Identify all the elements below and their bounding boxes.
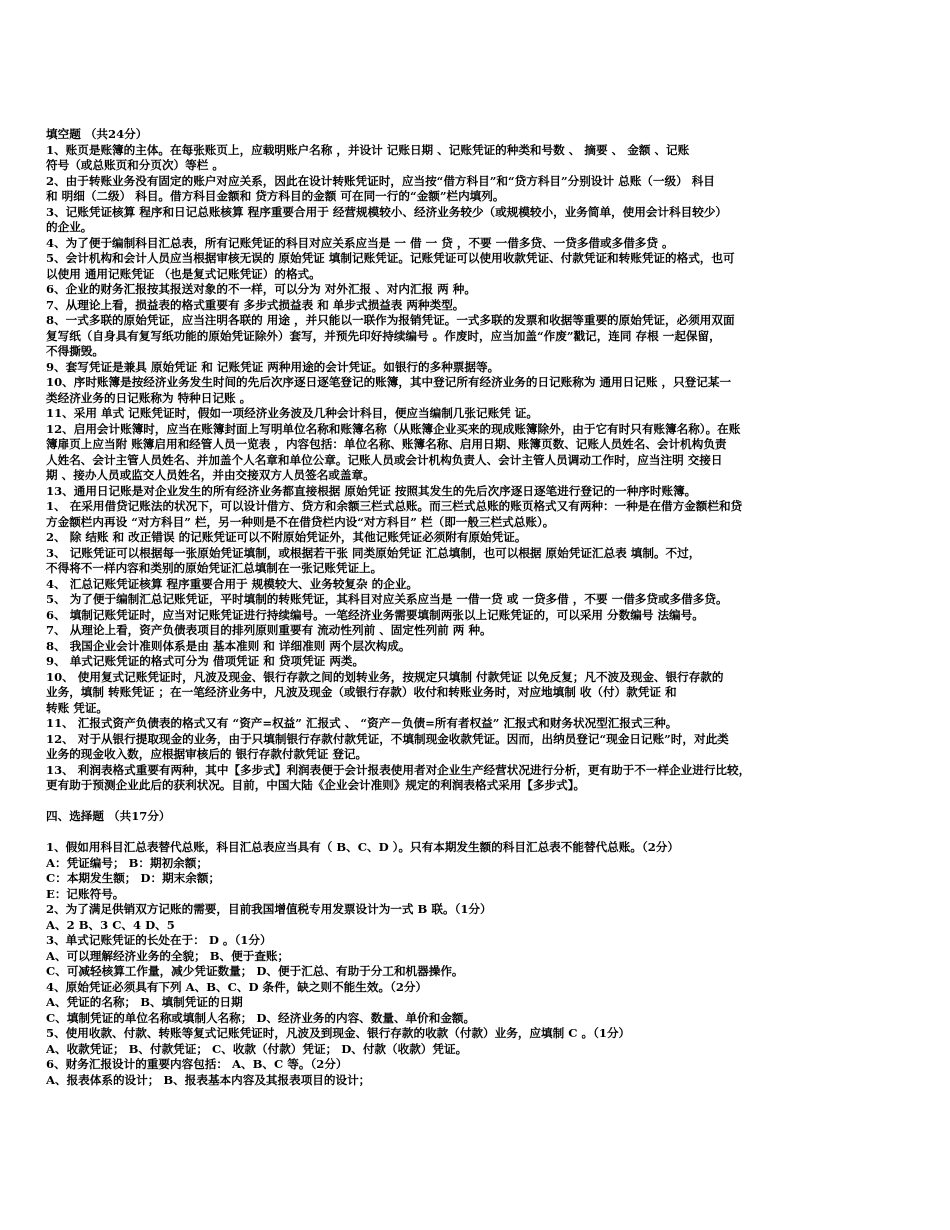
text-line: 以使用 通用记账凭证 （也是复式记账凭证）的格式。 <box>46 266 321 281</box>
text-line: A、可以理解经济业务的全貌； B、便于查账； <box>46 948 290 963</box>
text-line: 业务，填制 转账凭证 ；在一笔经济业务中，凡波及现金（或银行存款）收付和转账业务时，对应地填制 收（付）款凭证 和 <box>46 685 677 699</box>
text-line: 11、 汇报式资产负债表的格式又有 “资产=权益” 汇报式 、 “资产－负债=所有者权益” 汇报式和财务状况型汇报式三种。 <box>46 716 678 730</box>
text-line: 9、 单式记账凭证的格式可分为 借项凭证 和 贷项凭证 两类。 <box>46 654 365 668</box>
text-line: 11、采用 单式 记账凭证时，假如一项经济业务波及几种会计科目，便应当编制几张记账凭 证。 <box>46 406 538 420</box>
text-line: 1、账页是账簿的主体。在每张账页上，应载明账户名称 ，并设计 记账日期 、记账凭证的种类和号数 、 摘要 、 金额 、记账 <box>46 142 690 157</box>
text-line: 转账 凭证。 <box>46 700 109 715</box>
text-line: 1、假如用科目汇总表替代总账，科目汇总表应当具有（ B、C、D ）。只有本期发生额的科目汇总表不能替代总账。（2分） <box>46 840 679 854</box>
text-line: 2、由于转账业务没有固定的账户对应关系，因此在设计转账凭证时，应当按“借方科目”和“贷方科目”分别设计 总账（一级） 科目 <box>46 173 715 188</box>
text-line: 5、使用收款、付款、转账等复式记账凭证时，凡波及到现金、银行存款的收款（付款）业务，应填制 C 。（1分） <box>46 1026 631 1040</box>
text-line: 8、一式多联的原始凭证，应当注明各联的 用途 ，并只能以一联作为报销凭证。一式多联的发票和收据等重要的原始凭证，必须用双面 <box>46 313 735 327</box>
text-line: 3、记账凭证核算 程序和日记总账核算 程序重要合用于 经营规模较小、经济业务较少（或规模较小，业务简单，使用会计科目较少） <box>46 204 728 219</box>
text-line: 13、 利润表格式重要有两种，其中【多步式】利润表便于会计报表使用者对企业生产经营状况进行分析，更有助于不一样企业进行比较， <box>46 762 751 777</box>
text-line <box>46 794 918 810</box>
text-line: 业务的现金收入数，应根据审核后的 银行存款付款凭证 登记。 <box>46 747 368 761</box>
text-line: E：记账符号。 <box>46 886 125 901</box>
text-line: A、凭证的名称； B、填制凭证的日期 <box>46 995 243 1009</box>
text-line: 3、单式记账凭证的长处在于： D 。（1分） <box>46 933 272 947</box>
text-line: A、收款凭证； B、付款凭证； C、收款（付款）凭证； D、付款（收款）凭证。 <box>46 1041 468 1056</box>
text-line: 9、套写凭证是兼具 原始凭证 和 记账凭证 两种用途的会计凭证。如银行的多种票据等。 <box>46 359 500 374</box>
text-line: A、报表体系的设计； B、报表基本内容及其报表项目的设计； <box>46 1072 371 1087</box>
text-line: 和 明细（二级） 科目。借方科目金额和 贷方科目的金额 可在同一行的“金额”栏内填列。 <box>46 189 505 203</box>
text-line: C、可减轻核算工作量，减少凭证数量； D、便于汇总、有助于分工和机器操作。 <box>46 964 464 978</box>
text-line: 4、原始凭证必须具有下列 A、B、C、D 条件，缺之则不能生效。（2分） <box>46 979 428 994</box>
text-line: 7、从理论上看，损益表的格式重要有 多步式损益表 和 单步式损益表 两种类型。 <box>46 297 465 312</box>
text-line: 6、财务汇报设计的重要内容包括： A、B、C 等。（2分） <box>46 1057 348 1071</box>
text-line: A、2 B、3 C、4 D、5 <box>46 917 175 932</box>
text-line: 4、 汇总记账凭证核算 程序重要合用于 规模较大、业务较复杂 的企业。 <box>46 576 419 591</box>
text-line: 4、为了便于编制科目汇总表，所有记账凭证的科目对应关系应当是 一 借 一 贷 ，不要 一借多贷、一贷多借或多借多贷 。 <box>46 235 674 250</box>
text-line: C：本期发生额； D：期末余额； <box>46 871 221 885</box>
text-line: 12、启用会计账簿时，应当在账簿封面上写明单位名称和账簿名称（从账簿企业买来的现成账簿除外，由于它有时只有账簿名称）。在账 <box>46 421 741 436</box>
text-line: 符号（或总账页和分页次）等栏 。 <box>46 158 224 172</box>
text-line: C、填制凭证的单位名称或填制人名称； D、经济业务的内容、数量、单价和金额。 <box>46 1010 476 1025</box>
text-line: 6、 填制记账凭证时，应当对记账凭证进行持续编号。一笔经济业务需要填制两张以上记账凭证的，可以采用 分数编号 法编号。 <box>46 607 704 622</box>
text-line: 10、 使用复式记账凭证时，凡波及现金、银行存款之间的划转业务，按规定只填制 付款凭证 以免反复；凡不波及现金、银行存款的 <box>46 669 724 684</box>
text-line: 6、企业的财务汇报按其报送对象的不一样，可以分为 对外汇报 、对内汇报 两 种。 <box>46 282 476 296</box>
text-line: 2、为了满足供销双方记账的需要，目前我国增值税专用发票设计为一式 B 联。（1分） <box>46 902 492 916</box>
text-line: 7、 从理论上看，资产负债表项目的排列原则重要有 流动性列前 、固定性列前 两 种。 <box>46 623 492 637</box>
text-line: 10、序时账簿是按经济业务发生时间的先后次序逐日逐笔登记的账簿，其中登记所有经济业务的日记账称为 通用日记账 ，只登记某一 <box>46 375 732 389</box>
text-line: 不得撕毁。 <box>46 344 104 358</box>
text-line: 5、会计机构和会计人员应当根据审核无误的 原始凭证 填制记账凭证。记账凭证可以使用收款凭证、付款凭证和转账凭证的格式，也可 <box>46 251 735 265</box>
text-line: 3、 记账凭证可以根据每一张原始凭证填制，或根据若干张 同类原始凭证 汇总填制，也可以根据 原始凭证汇总表 填制。不过， <box>46 545 701 560</box>
document-page <box>46 127 918 1088</box>
text-line: 更有助于预测企业此后的获利状况。目前，中国大陆《企业会计准则》规定的利润表格式采用【多步式】。 <box>46 778 586 792</box>
text-line: 人姓名、会计主管人员姓名、并加盖个人名章和单位公章。记账人员或会计机构负责人、会计主管人员调动工作时，应当注明 交接日 <box>46 452 723 467</box>
text-line: 期 、接办人员或监交人员姓名，并由交接双方人员签名或盖章。 <box>46 468 375 482</box>
text-line: 1、 在采用借贷记账法的状况下，可以设计借方、贷方和余额三栏式总账。而三栏式总账的账页格式又有两种：一种是在借方金额栏和贷 <box>46 499 743 513</box>
text-line: 方金额栏内再设 “对方科目” 栏，另一种则是不在借贷栏内设“对方科目” 栏（即一般三栏式总账）。 <box>46 514 555 529</box>
text-line: 12、 对于从银行提取现金的业务，由于只填制银行存款付款凭证，不填制现金收款凭证。因而，出纳员登记“现金日记账”时，对此类 <box>46 731 729 746</box>
text-line: 2、 除 结账 和 改正错误 的记账凭证可以不附原始凭证外，其他记账凭证必须附有原始凭证。 <box>46 530 527 544</box>
text-line: 填空题 （共24分） <box>46 127 148 141</box>
text-line: 13、通用日记账是对企业发生的所有经济业务都直接根据 原始凭证 按照其发生的先后次序逐日逐笔进行登记的一种序时账簿。 <box>46 483 697 498</box>
text-line: 复写纸（自身具有复写纸功能的原始凭证除外）套写，并预先印好持续编号 。作废时，应当加盖“作废”戳记，连同 存根 一起保留， <box>46 328 721 343</box>
text-line: 类经济业务的日记账称为 特种日记账 。 <box>46 390 252 405</box>
text-line: 5、 为了便于编制汇总记账凭证，平时填制的转账凭证，其科目对应关系应当是 一借一贷 或 一贷多借 ，不要 一借多贷或多借多贷。 <box>46 592 728 606</box>
text-line: 不得将不一样内容和类别的原始凭证汇总填制在一张记账凭证上。 <box>46 561 383 575</box>
text-line: 的企业。 <box>46 220 93 234</box>
text-line: 簿扉页上应当附 账簿启用和经管人员一览表 ，内容包括：单位名称、账簿名称、启用日期、账簿页数、记账人员姓名、会计机构负责 <box>46 437 727 451</box>
text-line: 8、 我国企业会计准则体系是由 基本准则 和 详细准则 两个层次构成。 <box>46 638 411 653</box>
text-line: A：凭证编号； B：期初余额； <box>46 855 208 870</box>
text-line <box>46 825 918 841</box>
text-line: 四、选择题 （共17分） <box>46 809 171 823</box>
